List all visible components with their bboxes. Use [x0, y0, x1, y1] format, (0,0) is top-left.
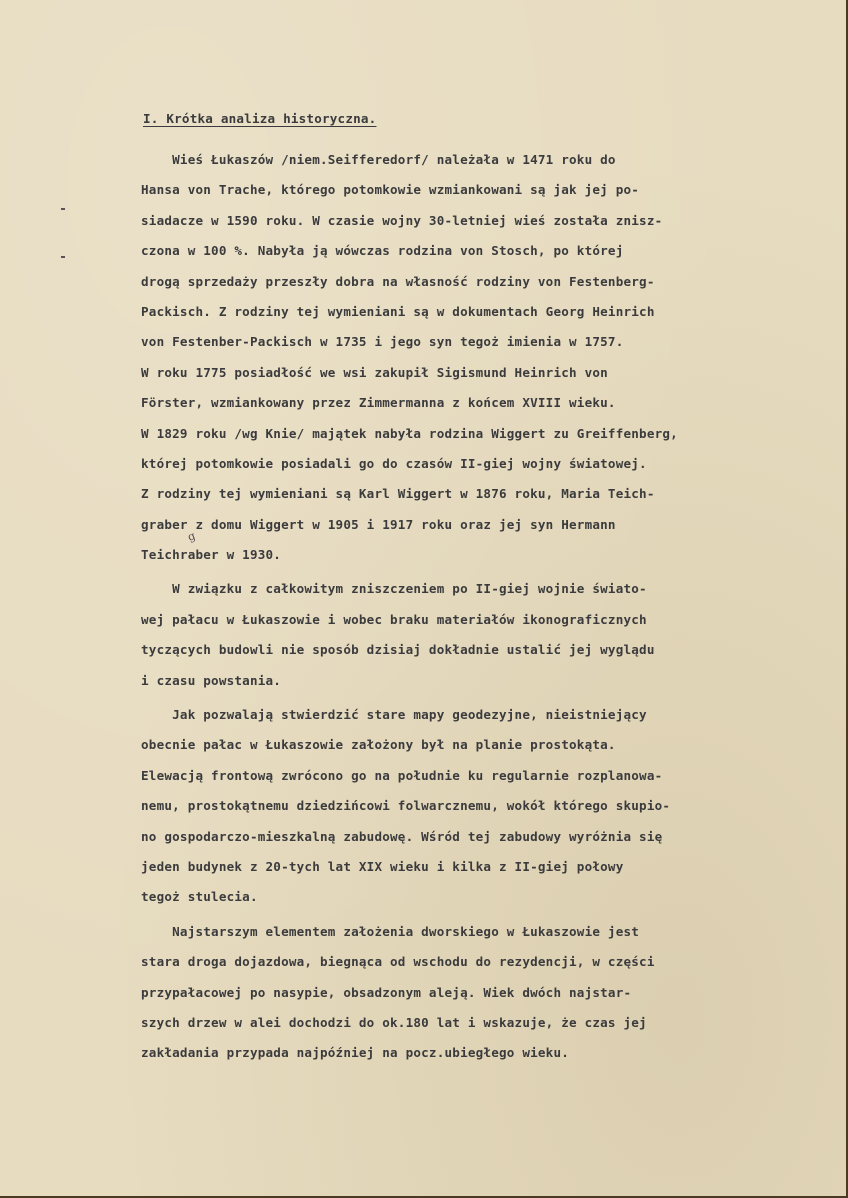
- text-line: Elewacją frontową zwrócono go na południe ku regularnie rozplanowa-: [141, 767, 663, 783]
- text-line: Teichraber w 1930.: [141, 547, 282, 563]
- text-line: no gospodarczo-mieszkalną zabudowę. Wśród tej zabudowy wyróżnia się: [141, 828, 663, 844]
- paragraph: [141, 574, 821, 696]
- text-line: von Festenber-Packisch w 1735 i jego syn tegoż imienia w 1757.: [141, 334, 624, 350]
- text-line: Hansa von Trache, którego potomkowie wzmiankowani są jak jej po-: [141, 182, 640, 198]
- text-line: tegoż stulecia.: [141, 889, 258, 905]
- text-line: Wieś Łukaszów /niem.Seifferedorf/ należała w 1471 roku do: [141, 152, 616, 167]
- text-line: obecnie pałac w Łukaszowie założony był na planie prostokąta.: [141, 737, 616, 753]
- text-line: W związku z całkowitym zniszczeniem po II-giej wojnie świato-: [141, 581, 647, 597]
- paragraph: [141, 917, 821, 1069]
- text-line: graber z domu Wiggert w 1905 i 1917 roku oraz jej syn Hermann: [141, 516, 616, 532]
- text-line: stara droga dojazdowa, biegnąca od wschodu do rezydencji, w części: [141, 954, 655, 970]
- text-line: wej pałacu w Łukaszowie i wobec braku materiałów ikonograficznych: [141, 611, 647, 627]
- text-line: siadacze w 1590 roku. W czasie wojny 30-letniej wieś została znisz-: [141, 212, 663, 228]
- text-line: Z rodziny tej wymieniani są Karl Wiggert w 1876 roku, Maria Teich-: [141, 486, 655, 502]
- text-line: W 1829 roku /wg Knie/ majątek nabyła rodzina Wiggert zu Greiffenberg,: [141, 425, 678, 441]
- margin-mark: [61, 256, 65, 258]
- text-line: W roku 1775 posiadłość we wsi zakupił Sigismund Heinrich von: [141, 364, 608, 380]
- margin-mark: [61, 208, 65, 210]
- section-heading: I. Krótka analiza historyczna.: [143, 111, 377, 126]
- text-line: której potomkowie posiadali go do czasów II-giej wojny światowej.: [141, 455, 647, 471]
- typed-text: [141, 104, 821, 1069]
- text-line: czona w 100 %. Nabyła ją wówczas rodzina von Stosch, po której: [141, 243, 624, 259]
- text-line: Najstarszym elementem założenia dworskiego w Łukaszowie jest: [141, 923, 640, 939]
- text-line: drogą sprzedaży przeszły dobra na własność rodziny von Festenberg-: [141, 273, 655, 289]
- text-line: Packisch. Z rodziny tej wymieniani są w dokumentach Georg Heinrich: [141, 303, 655, 319]
- text-line: nemu, prostokątnemu dziedzińcowi folwarcznemu, wokół którego skupio-: [141, 798, 671, 814]
- text-line: i czasu powstania.: [141, 672, 282, 688]
- text-line: Förster, wzmiankowany przez Zimmermanna z końcem XVIII wieku.: [141, 395, 616, 411]
- text-line: przypałacowej po nasypie, obsadzonym aleją. Wiek dwóch najstar-: [141, 984, 632, 1000]
- paragraph: [141, 700, 821, 913]
- text-line: zakładania przypada najpóźniej na pocz.ubiegłego wieku.: [141, 1045, 570, 1061]
- paragraph: [141, 145, 821, 570]
- text-line: szych drzew w alei dochodzi do ok.180 lat i wskazuje, że czas jej: [141, 1014, 647, 1030]
- text-line: Jak pozwalają stwierdzić stare mapy geodezyjne, nieistniejący: [141, 707, 647, 723]
- text-line: jeden budynek z 20-tych lat XIX wieku i kilka z II-giej połowy: [141, 858, 624, 874]
- text-line: tyczących budowli nie sposób dzisiaj dokładnie ustalić jej wyglądu: [141, 642, 655, 658]
- handwritten-annotation: g: [185, 529, 198, 544]
